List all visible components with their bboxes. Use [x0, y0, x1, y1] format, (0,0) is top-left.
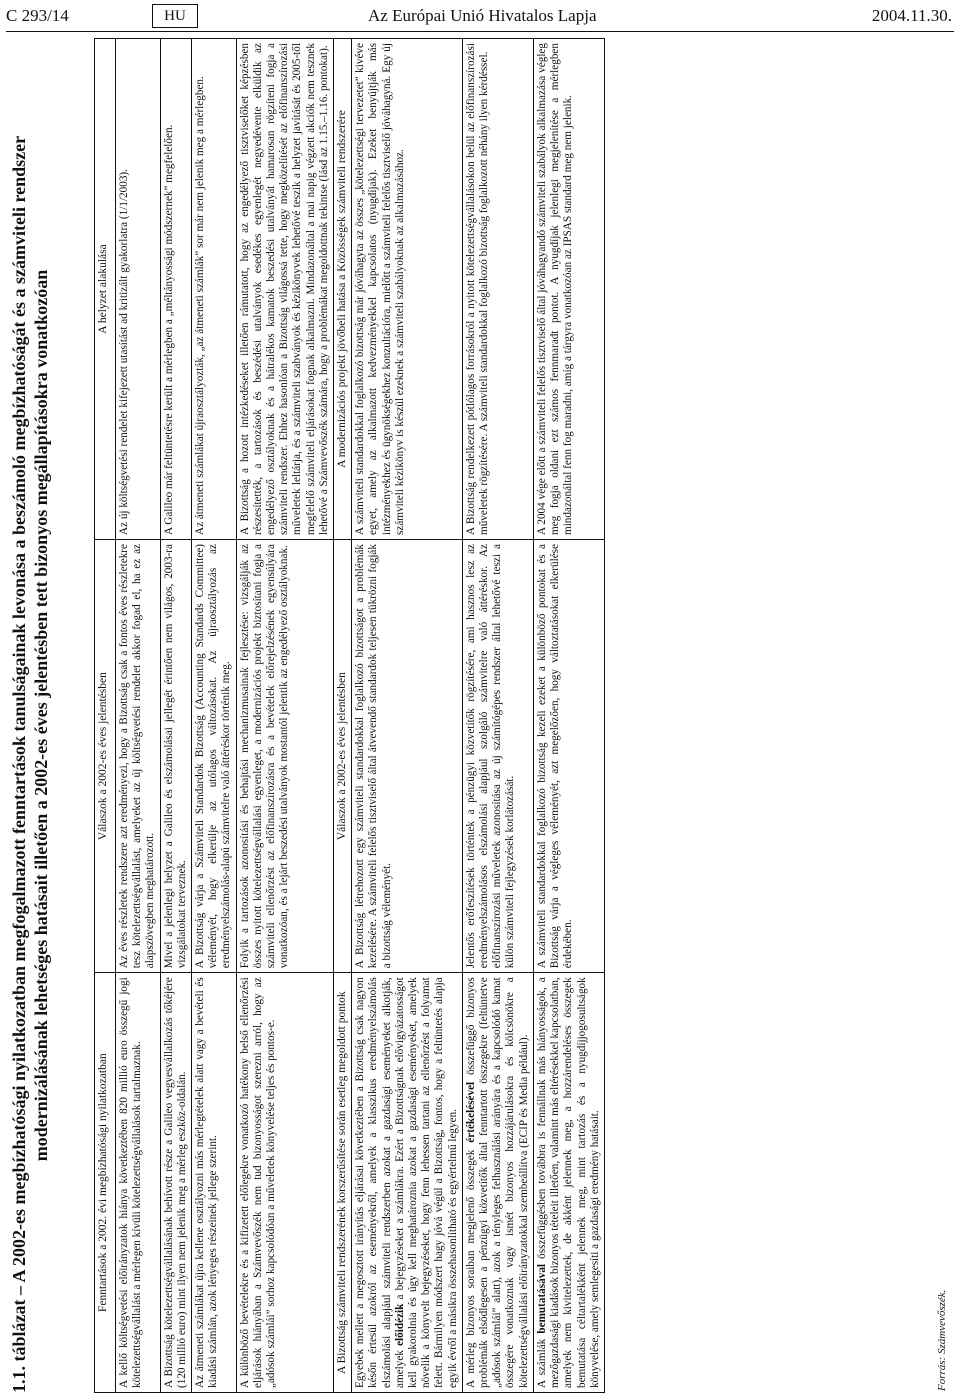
source-note: Forrás: Számvevőszék.: [936, 1289, 948, 1391]
cell-point: [462, 973, 533, 1393]
subheader-future-impact: A modernizációs projekt jövőbeli hatása a Közösségek számviteli rendszerére: [334, 39, 352, 540]
col-header-responses: Válaszok a 2002-es éves jelentésben: [95, 540, 116, 973]
body-text: a bejegyzéseket a számlákra. Ezért a Bizottságnak elővigyázatosságot kell gyakorolnia és úgy kell meghatároznia azokat a gazdasági eseményeket, amelyek növelik a könyvelt bejegyzéseket, hogy fenn lehessen tartani az ellenőrzést a folyamat felett. Bármilyen módszert hagy jóvá végül a Bizottság, fontos, hogy a feltüntetés alapja egyik évről a másikra összehasonlítható és egyértelmű legyen.: [393, 977, 459, 1388]
body-text: összefüggő bizonyos problémák elsődlegesen a pénzügyi közvetítők által fenntartott összegekre (feltüntetve „adósok számlái” alatt), azok a tényleges felhasználási arányára és a kapcsolódó kamat összegére vonatkoznak vagy ismét bizonyos hozzájárulásokra és kölcsönökre a kötelezettségvállalási előirányzatokkal szembeállítva (ECIP és Media például).: [464, 977, 530, 1388]
findings-table: [94, 38, 605, 1393]
rotated-table-area: [8, 38, 954, 1393]
col-header-developments: A helyzet alakulása: [95, 39, 116, 540]
cell-response: Mivel a jelenlegi helyzet a Galileo és elszámolásai jellegét érintően nem világos, 2003-ra vizsgálatokat terveznek.: [160, 540, 191, 973]
cell-development: A Galileo már feltüntetésre került a mérlegben a „méltányossági módszernek” megfelelően.: [160, 39, 191, 540]
table-row: [192, 39, 237, 1393]
col-header-reservations: Fenntartások a 2002. évi megbízhatósági nyilatkozatban: [95, 973, 116, 1393]
header-rule: [6, 31, 954, 32]
landscape-page: [8, 38, 954, 1393]
subheader-responses: Válaszok a 2002-es éves jelentésben: [334, 540, 352, 973]
table-subheader-row: [334, 39, 352, 1393]
cell-future-impact: A Bizottság rendelkezett pótlólagos forrásokról a nyitott kötelezettségvállalásokon belül az előfinanszírozási műveletek rögzítésére. A számviteli standardokkal foglalkozó bizottság foglalkozott néhány ilyen kérdéssel.: [462, 39, 533, 540]
language-badge: HU: [152, 4, 198, 28]
page-header: [0, 0, 960, 34]
cell-response: A számviteli standardokkal foglalkozó bizottság kezeli ezeket a különböző pontokat és a Bizottság várja a végleges véleményét, azt megelőzően, hogy változtatásokat elkerülése érdekében.: [533, 540, 604, 973]
subheader-points: A Bizottság számviteli rendszerének korszerűsítése során esetleg megoldott pontok: [334, 973, 352, 1393]
cell-reservation: Az átmeneti számlákat újra kellene osztályozni más mérlegtételek alatt vagy a bevételi és kiadási számlán, azok lényeges részeinek jellege szerint.: [192, 973, 237, 1393]
table-header-row: [95, 39, 116, 1393]
table-row: [160, 39, 191, 1393]
emphasis-text: bemutatásával: [535, 1263, 548, 1334]
table-row: [352, 39, 463, 1393]
table-row: [533, 39, 604, 1393]
cell-response: A Bizottság várja a Számviteli Standardok Bizottság (Accounting Standards Committee) véleményét, hogy elkerülje az utólagos változásokat. Az újraosztályozás az eredményelszámolás-alapú számvitelre való áttéréskor történik meg.: [192, 540, 237, 973]
cell-response: Az éves részletek rendszere azt eredményezi, hogy a Bizottság csak a fontos éves részletekre tesz kötelezettségvállalást, amelyeket az új költségvetési rendelet akkor fogad el, ha ez az alapszövegben meghatározott.: [116, 540, 161, 973]
emphasis-text: értékelésével: [464, 1081, 477, 1143]
cell-point: [352, 973, 463, 1393]
cell-future-impact: A 2004 vége előtt a számviteli felelős tisztviselő által jóváhagyandó számviteli szabályok alkalmazása végleg meg fogja oldani ezt számos fennmaradt pontot. A nyugdíjak jelenlegi megjelenítése a mérlegben mindazonáltal fenn fog maradni, amíg a tárgyra vonatkozóan az IPSAS standard meg nem jelenik.: [533, 39, 604, 540]
cell-response: Folyik a tartozások azonosítási és behajtási mechanizmusainak fejlesztése: vizsgálják az összes nyitott kötelezettségvállalási egyenleget, a modernizációs projekt biztosítani fogja a számviteli ellenőrzést az előfinanszírozásra és a bevételek előrejelzésének egyensúlyára vonatkozóan, és a lejárt beszedési utalványok mostantól jelentik az engedélyező osztályoknak.: [236, 540, 333, 973]
table-title-line-1: 1.1. táblázat – A 2002-es megbízhatósági nyilatkozatban megfogalmazott fenntartások tanulságainak levonása a beszámoló megbízhatóságát és a számviteli rendszer: [9, 135, 29, 1393]
cell-point: [533, 973, 604, 1393]
cell-response: A Bizottság létrehozott egy számviteli standardokkal foglalkozó bizottságot a problémák kezelésére. A számviteli felelős tisztviselő által átvevendő standardok teljesen tükrözni fogják a bizottság véleményét.: [352, 540, 463, 973]
emphasis-text: előidézik: [393, 1303, 406, 1346]
oj-code: C 293/14: [6, 6, 69, 25]
table-row: [462, 39, 533, 1393]
cell-reservation: A különböző bevételekre és a kifizetett előlegekre vonatkozó hatékony belső ellenőrzési eljárások hiányában a Számvevőszék nem tud bizonyosságot szerezni arról, hogy az „adósok számlái” sorhoz kapcsolódóan a műveletek könyvelése teljes és pontos-e.: [236, 973, 333, 1393]
cell-reservation: A kellő költségvetési előirányzatok hiánya következtében 820 millió euro összegű jogi kötelezettségvállalást a mérlegen kívüli kötelezettségvállalások tartalmaznak.: [116, 973, 161, 1393]
cell-development: Az új költségvetési rendelet kifejezett utasítást ad kritizált gyakorlatra (1/1/2003).: [116, 39, 161, 540]
cell-reservation: A Bizottság kötelezettségvállalásának behívott része a Galileo vegyesvállalkozás tőkéjére (120 millió euro) mint ilyen nem jelenik meg a mérleg eszköz-oldalán.: [160, 973, 191, 1393]
table-row: [236, 39, 333, 1393]
cell-future-impact: A számviteli standardokkal foglalkozó bizottság már jóváhagyta az összes „kötelezettségi tervezetet” kivéve egyet, amely az alkalmazott kedvezményekkel kapcsolatos (nyugdíjak). Ezeket benyújtják más intézményekhez és ügynökségekhez konzultációra, mielőtt a számviteli felelős tisztviselő jóváhagyná. Egy új számviteli kézikönyv is készül ezeknek a számviteli szabályoknak az alkalmazásához.: [352, 39, 463, 540]
publication-date: 2004.11.30.: [871, 6, 952, 25]
cell-development: Az átmeneti számlákat újraosztályozták, „az átmeneti számlák” sor már nem jelenik meg a mérlegben.: [192, 39, 237, 540]
table-title-line-2: modernizálásának lehetséges hatásait illetően a 2002-es éves jelentésben tett bizonyos megállapításokra vonatkozóan: [31, 269, 51, 1162]
table-title: [8, 38, 92, 1393]
journal-title: Az Európai Unió Hivatalos Lapja: [368, 6, 597, 25]
body-text: összefüggésben továbbra is fennállnak más hiányosságok, a mezőgazdasági kiadások bizonyos tételeit illetően, valamint más eltérésekkel kapcsolatban, amelyek nem kivitelezettek, de akként jelennek meg, a hozzárendeléses összegek bemutatása céltartalékként jelennek meg, mint tartozás és a nyugdíjjogosultságok könyvelése, amely semlegesíti a gazdasági eredmény hatásait.: [535, 977, 601, 1388]
body-text: A számlák: [535, 1333, 548, 1388]
cell-response: Jelentős erőfeszítések történtek a pénzügyi közvetítők rögzítésére, ami hasznos lesz az eredményelszámolásos elszámolási alapjául szolgáló számvitelre való áttéréskor. Az előfinanszírozási műveletek azonosítása az új számítógépes rendszer által lehetővé teszi a külön számviteli fejlegyzések korlátozását.: [462, 540, 533, 973]
cell-development: A Bizottság a hozott intézkedéseket illetően rámutatott, hogy az engedélyező tisztviselőket képzésben részesítették, a tartozások és beszédési utalványok esedékes egyenlegét negyedévente elküldik az engedélyező osztályoknak és a hátralékos kamatok beszedési utalványát hamarosan rögzíteni fogja a számviteli rendszer. Ehhez hasonlóan a Bizottság világossá tette, hogy megközelítését az előfinanszírozási műveletek leltárja, és a számviteli szabványok és kézikönyvek lehetővé teszik a helyzet javítását és 2005-től megfelelő számviteli eljárásokat fognak alkalmazni. Mindazonáltal a mai napig végzett akciók nem tesznek lehetővé a Számvevőszék számára, hogy a problémákat megoldottnak tekintse (lásd az 1.15.–1.16. pontokat).: [236, 39, 333, 540]
body-text: Egyebek mellett a megosztott irányítás eljárásai következtében a Bizottság csak nagyon későn értesül azokról az eseményekről, amelyek a klasszikus eredményelszámolás elszámolási alapjául számviteli rendszerben azokat a gazdasági eseményeket alkotják, amelyek: [354, 977, 406, 1388]
body-text: A mérleg bizonyos soraiban megjelenő összegek: [464, 1142, 477, 1388]
table-row: [116, 39, 161, 1393]
